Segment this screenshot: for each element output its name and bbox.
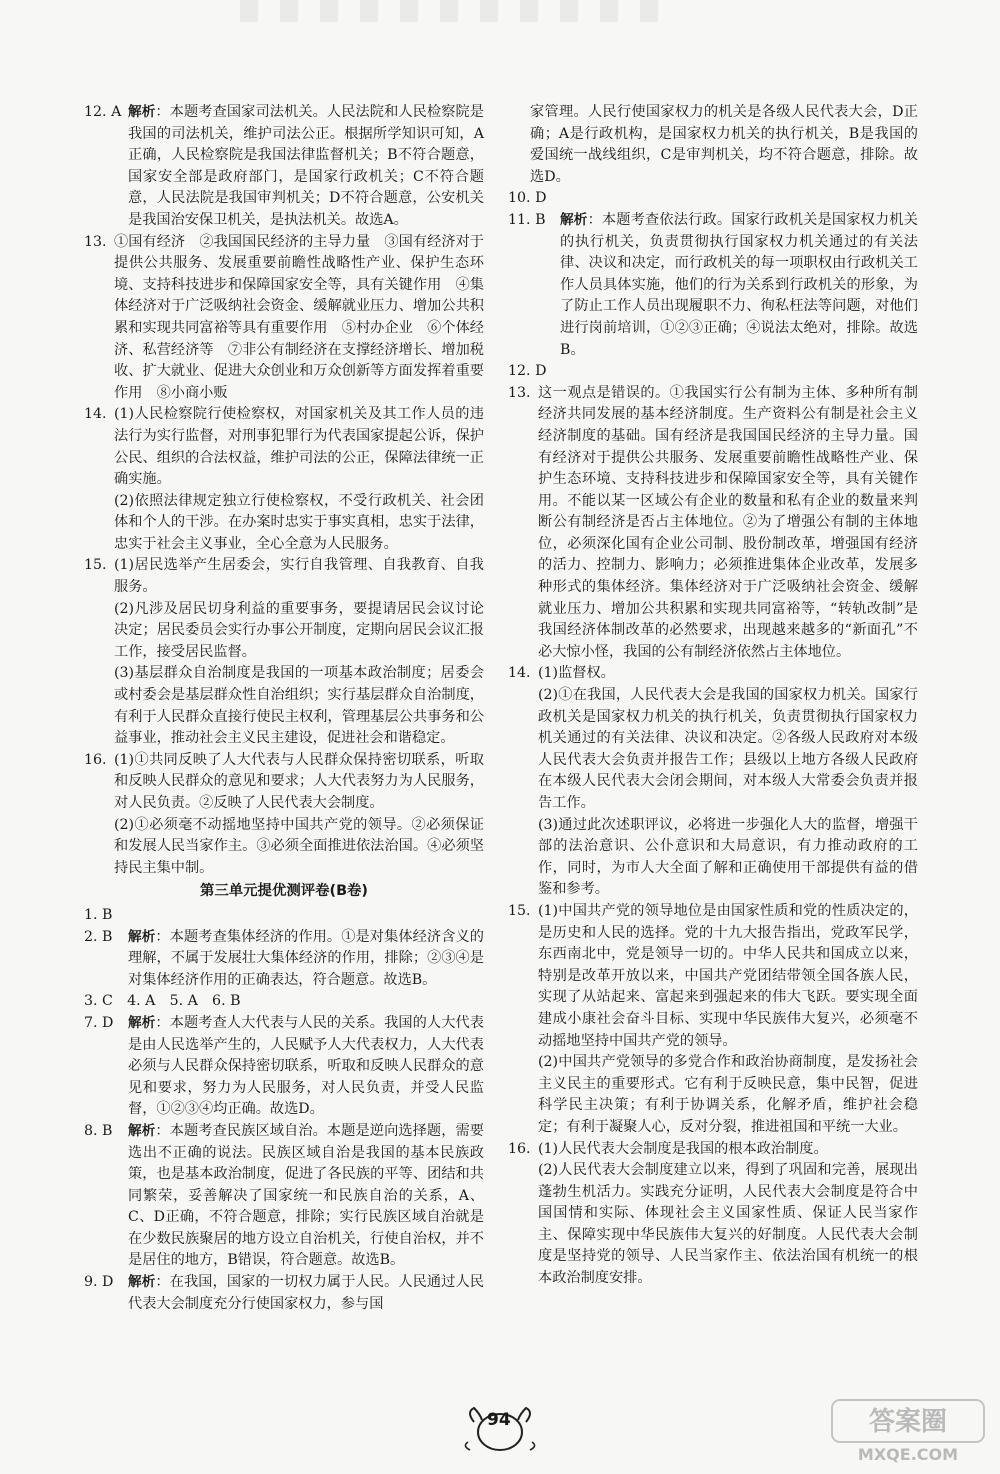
answer-number: 7. D: [84, 1014, 114, 1031]
right-column: [508, 102, 918, 1290]
answer-number: 16.: [508, 1140, 531, 1157]
answer-number: 2. B: [84, 928, 113, 945]
answer-item: [508, 210, 918, 361]
answer-number: 13.: [84, 233, 107, 250]
watermark-url: MXQE.COM: [857, 1445, 959, 1464]
page-number: 94: [487, 1410, 511, 1430]
answer-item: [84, 991, 484, 1013]
answer-item: [84, 232, 484, 405]
answer-part: (2)①必须毫不动摇地坚持中国共产党的领导。②必须保证和发展人民当家作主。③必须全面推进依法治国。④必须坚持民主集中制。: [114, 816, 484, 876]
answer-part: (1)监督权。: [538, 665, 615, 682]
watermark-logo-icon: [828, 1396, 988, 1466]
answer-text: ：本题考查依法行政。国家行政机关是国家权力机关的执行机关，负责贯彻执行国家权力机关通过的有关法律、决议和决定，而行政机关的每一项职权由行政机关工作人员具体实施，他们的行为关系到行政机关的形象，为了防止工作人员出现履职不力、徇私枉法等问题，对他们进行岗前培训，①②③正确；④说法太绝对，排除。故选B。: [560, 211, 918, 358]
answer-part: (3)基层群众自治制度是我国的一项基本政治制度；居委会或村委会是基层群众性自治组织；实行基层群众自治制度，有利于人民群众直接行使民主权利，管理基层公共事务和公益事业，推动社会主义民主建设，促进社会和谐稳定。: [114, 665, 484, 747]
answer-item: [84, 750, 484, 880]
answer-part: (1)①共同反映了人大代表与人民群众保持密切联系，听取和反映人民群众的意见和要求；人大代表努力为人民服务，对人民负责。②反映了人民代表大会制度。: [114, 751, 484, 811]
answer-item: [84, 1272, 484, 1315]
answer-item: [84, 404, 484, 555]
answer-number: 10. D: [508, 190, 547, 207]
answer-part: (3)通过此次述职评议，必将进一步强化人大的监督，增强干部的法治意识、公仆意识和大局意识，有力推动政府的工作，同时，为市人大全面了解和正确使用干部提供有益的借鉴和参考。: [538, 816, 918, 898]
answer-number: 11. B: [508, 211, 546, 228]
answer-number: 8. B: [84, 1122, 113, 1139]
answer-part: (2)中国共产党领导的多党合作和政治协商制度，是发扬社会主义民主的重要形式。它有利于反映民意，集中民智，促进科学民主决策；有利于协调关系，化解矛盾，维护社会稳定；有利于凝聚人心，反对分裂，推进祖国和平统一大业。: [538, 1054, 918, 1135]
answer-text: ：在我国，国家的一切权力属于人民。人民通过人民代表大会制度充分行使国家权力，参与国: [128, 1274, 484, 1312]
answer-text: ：本题考查人大代表与人民的关系。我国的人大代表是由人民选举产生的，人民赋予人大代表权力，人大代表必须与人民群众保持密切联系，听取和反映人民群众的意见和要求，努力为人民服务，对人民负责，并受人民监督，①②③④均正确。故选D。: [128, 1014, 484, 1118]
analysis-label: 解析: [128, 1274, 156, 1291]
answer-number: 13.: [508, 384, 531, 401]
answer-number: 14.: [84, 406, 107, 423]
answer-item: [84, 555, 484, 749]
answer-number: 12. D: [508, 363, 547, 380]
answer-part: (2)依照法律规定独立行使检察权，不受行政机关、社会团体和个人的干涉。在办案时忠实于事实真相，忠实于法律，忠实于社会主义事业，全心全意为人民服务。: [114, 492, 484, 552]
answer-part: (1)中国共产党的领导地位是由国家性质和党的性质决定的，是历史和人民的选择。党的十九大报告指出，党政军民学，东西南北中，党是领导一切的。中华人民共和国成立以来，特别是改革开放以来，中国共产党团结带领全国各族人民，实现了从站起来、富起来到强起来的伟大飞跃。要实现全面建成小康社会奋斗目标、实现中华民族伟大复兴，必须毫不动摇地坚持中国共产党的领导。: [538, 902, 918, 1049]
answer-item: [84, 905, 484, 927]
answer-part: (1)人民代表大会制度是我国的根本政治制度。: [538, 1140, 828, 1157]
answer-item: [84, 927, 484, 992]
answer-text: ：本题考查民族区域自治。本题是逆向选择题，需要选出不正确的说法。民族区域自治是我国的基本民族政策，也是基本政治制度，促进了各民族的平等、团结和共同繁荣，妥善解决了国家统一和民族自治的关系，A、C、D正确，不符合题意，排除；实行民族区域自治就是在少数民族聚居的地方设立自治机关，行使自治权，并不是居住的地方，B错误，符合题意。故选B。: [128, 1122, 484, 1269]
answer-item: [508, 361, 918, 383]
answer-part: (2)凡涉及居民切身利益的重要事务，要提请居民会议讨论决定；居民委员会实行办事公开制度，定期向居民会议汇报工作，接受居民监督。: [114, 600, 484, 660]
answer-item: [508, 383, 918, 664]
answer-item: [508, 1139, 918, 1290]
analysis-label: 解析: [128, 1122, 156, 1139]
answer-number: 15.: [508, 902, 531, 919]
answer-text: 3. C 4. A 5. A 6. B: [84, 993, 241, 1010]
analysis-label: 解析: [560, 211, 588, 228]
answer-text: 这一观点是错误的。①我国实行公有制为主体、多种所有制经济共同发展的基本经济制度。生产资料公有制是社会主义经济制度的基础。国有经济是我国国民经济的主导力量。国有经济对于提供公共服务、发展重要前瞻性战略性产业、保护生态环境、支持科技进步和保障国家安全等，具有关键作用。不能以某一区域公有企业的数量和私有企业的数量来判断公有制经济是否占主体地位。②为了增强公有制的主体地位，必须深化国有企业公司制、股份制改革，增强国有经济的活力、控制力、影响力；必须推进集体企业改革，发展多种形式的集体经济。集体经济对于广泛吸纳社会资金、缓解就业压力、增加公共积累和实现共同富裕等，“转轨改制”是我国经济体制改革的必然要求，出现越来越多的“新面孔”不必大惊小怪，我国的公有制经济依然占主体地位。: [538, 384, 918, 660]
answer-part: (1)居民选举产生居委会，实行自我管理、自我教育、自我服务。: [114, 557, 484, 596]
answer-item: [508, 188, 918, 210]
watermark-title: 答案圈: [868, 1407, 948, 1437]
answer-text: ：本题考查国家司法机关。人民法院和人民检察院是我国的司法机关，维护司法公正。根据所学知识可知，A正确，人民检察院是我国法律监督机关；B不符合题意，国家安全部是政府部门，是国家行政机关；C不符合题意，人民法院是我国审判机关；D不符合题意，公安机关是我国治安保卫机关，是执法机关。故选A。: [128, 104, 484, 228]
answer-part: (2)①在我国，人民代表大会是我国的国家权力机关。国家行政机关是国家权力机关的执行机关，负责贯彻执行国家权力机关通过的有关法律、决议和决定。②各级人民政府对本级人民代表大会负责并报告工作；县级以上地方各级人民政府在本级人民代表大会闭会期间，对本级人大常委会负责并报告工作。: [538, 687, 918, 811]
answer-item: [84, 1013, 484, 1121]
answer-number: 12. A: [84, 104, 122, 120]
left-column: [84, 102, 484, 1315]
answer-item: [508, 663, 918, 901]
answer-text: ：本题考查集体经济的作用。①是对集体经济含义的理解，不属于发展壮大集体经济的作用，排除；②③④是对集体经济作用的正确表达，符合题意。故选B。: [128, 928, 484, 988]
answer-item: [508, 901, 918, 1139]
answer-number: 16.: [84, 751, 107, 768]
answer-number: 1. B: [84, 906, 113, 923]
answer-text: ①国有经济 ②我国国民经济的主导力量 ③国有经济对于提供公共服务、发展重要前瞻性战略性产业、保护生态环境、支持科技进步和保障国家安全等，具有关键作用 ④集体经济对于广泛吸纳社会资金、缓解就业压力、增加公共积累和实现共同富裕等具有重要作用 ⑤村办企业 ⑥个体经济、私营经济等 ⑦非公有制经济在支撑经济增长、增加税收、扩大就业、促进大众创业和万众创新等方面发挥着重要作用 ⑧小商小贩: [114, 233, 484, 401]
answer-item: [84, 102, 484, 232]
section-title: 第三单元提优测评卷(B卷): [199, 883, 369, 900]
analysis-label: 解析: [128, 104, 156, 120]
answer-text-continued: 家管理。人民行使国家权力的机关是各级人民代表大会，D正确；A是行政机构，是国家权力机关的执行机关，B是我国的爱国统一战线组织，C是审判机关，均不符合题意，排除。故选D。: [530, 104, 918, 185]
answer-part: (1)人民检察院行使检察权，对国家机关及其工作人员的违法行为实行监督，对刑事犯罪行为代表国家提起公诉，保护公民、组织的合法权益，维护司法的公正，保障法律统一正确实施。: [114, 406, 484, 488]
analysis-label: 解析: [128, 1014, 156, 1031]
answer-item: [508, 102, 918, 188]
top-scan-mark: [240, 0, 660, 22]
analysis-label: 解析: [128, 928, 156, 945]
answer-item: [84, 1121, 484, 1272]
answer-number: 9. D: [84, 1274, 114, 1291]
answer-number: 14.: [508, 665, 531, 682]
answer-number: 15.: [84, 557, 107, 574]
answer-part: (2)人民代表大会制度建立以来，得到了巩固和完善，展现出蓬勃生机活力。实践充分证明，人民代表大会制度是符合中国国情和实际、体现社会主义国家性质、保证人民当家作主、保障实现中华民族伟大复兴的好制度。人民代表大会制度是坚持党的领导、人民当家作主、依法治国有机统一的根本政治制度安排。: [538, 1162, 918, 1287]
